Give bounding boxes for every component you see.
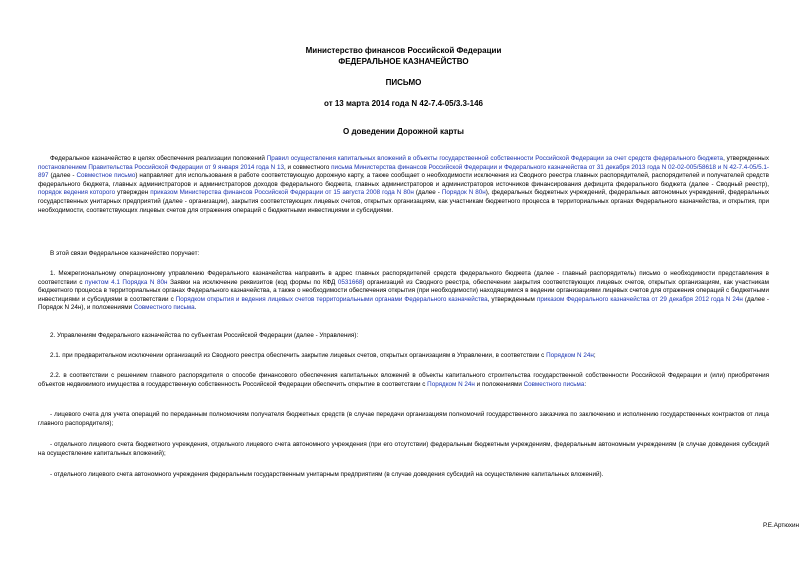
item2-2-paragraph	[38, 372, 769, 389]
intro-text: (далее -	[48, 172, 77, 180]
intro-text: ) направляет для использования в работе соответствующую дорожную карту, а также сообщает о необходимости исключения из Сводного реестра главных распорядителей, распорядителей и получателей средств федерального бюджета, главных администраторов и администраторов доходов федерального бюджета, главных администраторов и администраторов источников финансирования дефицита федерального бюджета (далее - Сводный реестр),	[38, 172, 770, 188]
item1-paragraph	[38, 270, 769, 313]
item1-text: (далее - Порядок N 24н), и положениями	[38, 295, 769, 312]
joint-letter-short-link[interactable]: Совместное письмо	[76, 172, 136, 180]
minfin-order-link[interactable]: приказом Министерства финансов Российской Федерации от 15 августа 2008 года N 80н	[150, 189, 414, 197]
intro-text: Федеральное казначейство в целях обеспечения реализации положений	[50, 155, 267, 162]
connection-paragraph	[38, 250, 769, 259]
item2-text: 2. Управлениям Федерального казначейства по субъектам Российской Федерации (далее - Управления):	[50, 332, 359, 339]
form-code-link[interactable]: 0531668	[337, 278, 363, 286]
item2-2-text: и положениями	[474, 380, 524, 388]
treasury-order-24n-link[interactable]: приказом Федерального казначейства от 29 декабря 2012 года N 24н	[536, 295, 743, 303]
bullet1-paragraph	[38, 411, 769, 428]
item2-1-text: 2.1. при предварительном исключении организаций из Сводного реестра обеспечить закрытие лицевых счетов, открытых организациям в Управлении, в соответствии с	[50, 352, 547, 359]
bullet3-text: - отдельного лицевого счета автономного учреждения федеральным государственным унитарным предприятиям (в случае доведения субсидий на осуществление капитальных вложений).	[50, 471, 604, 478]
item1-text: 1. Межрегиональному операционному управлению Федерального казначейства направить в адрес главных распорядителей средств федерального бюджета (далее - главный распорядитель) письмо о необходимости представления в соответствии с	[38, 270, 769, 286]
item2-2-text: 2.2. в соответствии с решением главного распорядителя о способе финансового обеспечения капитальных вложений в объекты капитального строительства государственной собственности Российской Федерации и (или) приобретения объектов недвижимого имущества в государственную собственность Российской Федерации обеспечить открытие в соответствии с	[38, 372, 769, 388]
government-decree-link[interactable]: постановлением Правительства Российской Федерации от 9 января 2014 года N 13	[38, 163, 284, 171]
agency-title: ФЕДЕРАЛЬНОЕ КАЗНАЧЕЙСТВО	[338, 57, 469, 66]
procedure-80n-link[interactable]: Порядок N 80н	[441, 189, 486, 197]
intro-text: ), федеральных бюджетных учреждений, федеральных автономных учреждений, федеральных государственных унитарных предприятий (далее - организации), закрытия соответствующих лицевых счетов, открытых организациям, как участникам бюджетного процесса в территориальных органах Федерального казначейства, и открытия, при необходимости, соответствующих лицевых счетов для отражения операций с бюджетными инвестициями и субсидиями.	[38, 189, 770, 214]
procedure-24n-link-2[interactable]: Порядком N 24н	[427, 380, 475, 388]
doc-subject: О доведении Дорожной карты	[343, 127, 464, 136]
item1-text: ) организаций из Сводного реестра, обеспечении закрытия соответствующих лицевых счетов, открытых организациям, как участникам бюджетного процесса в территориальных органах Федерального казначейства, а также о необходимости обеспечения открытия (при необходимости) находящимися в ведении организациями лицевых счетов для отражения операций с бюджетными инвестициями и субсидиями в соответствии с	[38, 278, 769, 303]
ministry-title: Министерство финансов Российской Федерации	[305, 46, 502, 55]
rules-link[interactable]: Правил осуществления капитальных вложений в объекты государственной собственности Российской Федерации за счет средств федерального бюджета	[266, 155, 724, 162]
intro-text: утвержден	[115, 189, 151, 197]
intro-text: , и совместного	[283, 163, 332, 171]
item2-1-text: ;	[593, 352, 596, 359]
procedure-24n-link[interactable]: Порядком N 24н	[546, 352, 594, 359]
bullet2-text: - отдельного лицевого счета бюджетного учреждения, отдельного лицевого счета автономного учреждения (при его отсутствии) федеральным бюджетным учреждениям, федеральным автономным учреждениям (в случае доведения субсидий на осуществление капитальных вложений);	[38, 441, 769, 457]
maintenance-procedure-link[interactable]: порядок ведения которого	[38, 189, 116, 197]
doc-type: ПИСЬМО	[385, 78, 422, 87]
bullet2-paragraph	[38, 441, 769, 458]
item1-text: Заявки на исключение реквизитов (код формы по КФД	[167, 278, 338, 286]
item1-text: .	[194, 304, 197, 312]
bullet3-paragraph	[38, 471, 769, 480]
joint-letter-link-3[interactable]: Совместного письма	[523, 380, 585, 388]
intro-text: (далее -	[413, 189, 442, 197]
doc-date-number: от 13 марта 2014 года N 42-7.4-05/3.3-146	[324, 99, 483, 108]
item1-text: , утвержденным	[487, 295, 537, 303]
connection-text: В этой связи Федеральное казначейство поручает:	[50, 250, 200, 257]
item2-2-text: :	[584, 380, 587, 388]
joint-letter-link[interactable]: письма Министерства финансов Российской Федерации и Федерального казначейства от 31 декабря 2013 года N 02-02-005/58618 и N 42-7.4-05/5.1-897	[38, 163, 769, 180]
item2-paragraph	[38, 332, 769, 341]
bullet1-text: - лицевого счета для учета операций по переданным полномочиям получателя бюджетных средств (в случае передачи организациям полномочий государственного заказчика по заключению и исполнению государственных контрактов от лица главного распорядителя);	[38, 411, 769, 427]
signature: Р.Е.Артюхин	[763, 522, 799, 529]
intro-paragraph	[38, 155, 769, 215]
accounts-procedure-link[interactable]: Порядком открытия и ведения лицевых счетов территориальными органами Федерального казначейства	[175, 295, 488, 303]
clause-4-1-link[interactable]: пунктом 4.1 Порядка N 80н	[85, 278, 168, 286]
item2-1-paragraph	[38, 352, 769, 361]
joint-letter-link-2[interactable]: Совместного письма	[133, 304, 195, 312]
intro-text: , утвержденных	[723, 155, 769, 162]
